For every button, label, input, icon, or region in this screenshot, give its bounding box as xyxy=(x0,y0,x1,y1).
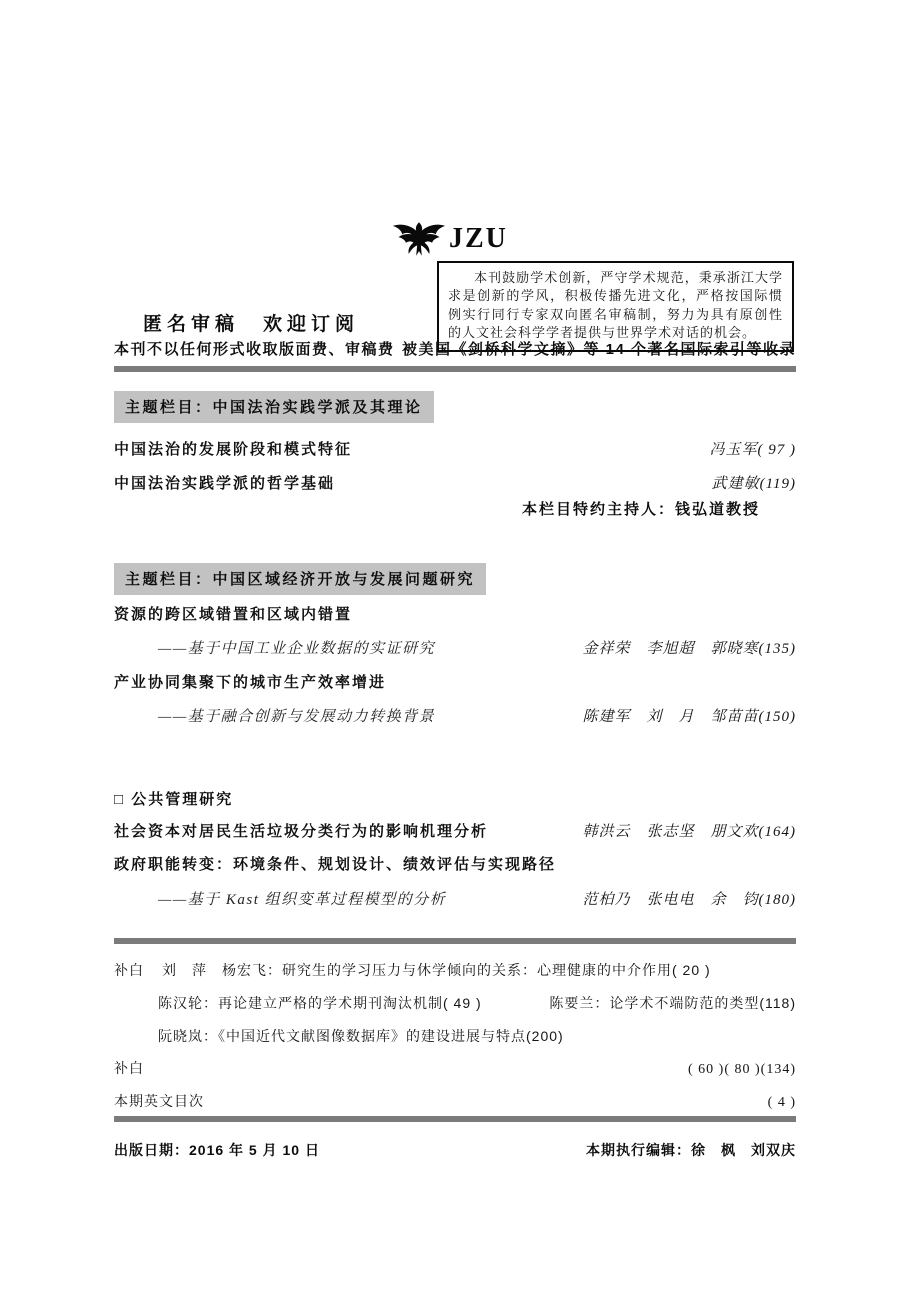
article-authors-page: 范柏乃 张电电 余 钧(180) xyxy=(582,892,796,908)
bottom-divider-rule xyxy=(114,1116,796,1122)
article-row xyxy=(114,603,796,624)
english-toc-page: ( 4 ) xyxy=(767,1095,796,1110)
article-title: 社会资本对居民生活垃圾分类行为的影响机理分析 xyxy=(114,823,489,840)
logo-text: JZU xyxy=(449,223,508,254)
article-row xyxy=(114,472,796,493)
masthead-note-row xyxy=(114,338,796,359)
journal-logo xyxy=(391,219,508,259)
executive-editors: 本期执行编辑：徐 枫 刘双庆 xyxy=(586,1142,796,1158)
notice-box: 本刊鼓励学术创新，严守学术规范，秉承浙江大学求是创新的学风，积极传播先进文化，严格按国际惯例实行同行专家双向匿名审稿制，努力为具有原创性的人文社会科学学者提供与世界学术对话的机会。 xyxy=(437,261,794,352)
filler-row xyxy=(114,1026,796,1046)
article-subtitle-row xyxy=(114,888,796,909)
article-row xyxy=(114,671,796,692)
publish-date: 出版日期：2016 年 5 月 10 日 xyxy=(114,1142,320,1158)
footer-row xyxy=(114,1140,796,1160)
section-banner-economy: 主题栏目：中国区域经济开放与发展问题研究 xyxy=(114,563,486,595)
filler-row xyxy=(114,960,796,980)
article-subtitle: ——基于中国工业企业数据的实证研究 xyxy=(158,641,436,657)
article-row xyxy=(114,853,796,874)
article-authors-page: 陈建军 刘 月 邹苗苗(150) xyxy=(582,709,796,725)
filler-line: 陈汉轮：再论建立严格的学术期刊淘汰机制( 49 ) xyxy=(158,995,482,1011)
no-fee-note: 本刊不以任何形式收取版面费、审稿费 xyxy=(114,341,395,358)
indexing-note: 被美国《剑桥科学文摘》等 14 个著名国际索引等收录 xyxy=(401,341,796,358)
filler-label: 补白 xyxy=(114,962,144,978)
article-row xyxy=(114,820,796,841)
section-host-note: 本栏目特约主持人：钱弘道教授 xyxy=(521,501,760,518)
eagle-logo-icon xyxy=(391,219,447,259)
article-title: 政府职能转变：环境条件、规划设计、绩效评估与实现路径 xyxy=(114,856,557,873)
article-subtitle: ——基于融合创新与发展动力转换背景 xyxy=(158,709,436,725)
article-row xyxy=(114,438,796,459)
review-subscribe-slogan: 匿名审稿 欢迎订阅 xyxy=(143,314,360,335)
filler-line: 阮晓岚：《中国近代文献图像数据库》的建设进展与特点(200) xyxy=(158,1028,564,1044)
article-title: 中国法治的发展阶段和模式特征 xyxy=(114,441,353,458)
top-divider-rule xyxy=(114,366,796,372)
english-toc-label: 本期英文目次 xyxy=(114,1093,204,1109)
article-subtitle-row xyxy=(114,637,796,658)
filler-line: 补白 刘 萍 杨宏飞：研究生的学习压力与休学倾向的关系：心理健康的中介作用( 20 ) xyxy=(114,962,711,978)
filler-row xyxy=(114,993,796,1013)
middle-divider-rule xyxy=(114,938,796,944)
filler-row xyxy=(114,1058,796,1078)
section-banner-public-admin: □ 公共管理研究 xyxy=(114,791,234,808)
article-subtitle-row xyxy=(114,705,796,726)
article-authors-page: 武建敏(119) xyxy=(711,476,796,492)
article-subtitle: ——基于 Kast 组织变革过程模型的分析 xyxy=(158,892,447,908)
article-title: 资源的跨区域错置和区域内错置 xyxy=(114,606,353,623)
article-authors-page: 冯玉军( 97 ) xyxy=(709,442,796,458)
article-authors-page: 韩洪云 张志坚 朋文欢(164) xyxy=(582,824,796,840)
article-title: 产业协同集聚下的城市生产效率增进 xyxy=(114,674,387,691)
filler-pages: ( 60 )( 80 )(134) xyxy=(688,1062,796,1077)
filler-line: 陈要兰：论学术不端防范的类型(118) xyxy=(549,995,796,1011)
filler-row xyxy=(114,1091,796,1111)
filler-label: 补白 xyxy=(114,1060,144,1076)
section-banner-law: 主题栏目：中国法治实践学派及其理论 xyxy=(114,391,434,423)
article-authors-page: 金祥荣 李旭超 郭晓寒(135) xyxy=(582,641,796,657)
article-title: 中国法治实践学派的哲学基础 xyxy=(114,475,336,492)
